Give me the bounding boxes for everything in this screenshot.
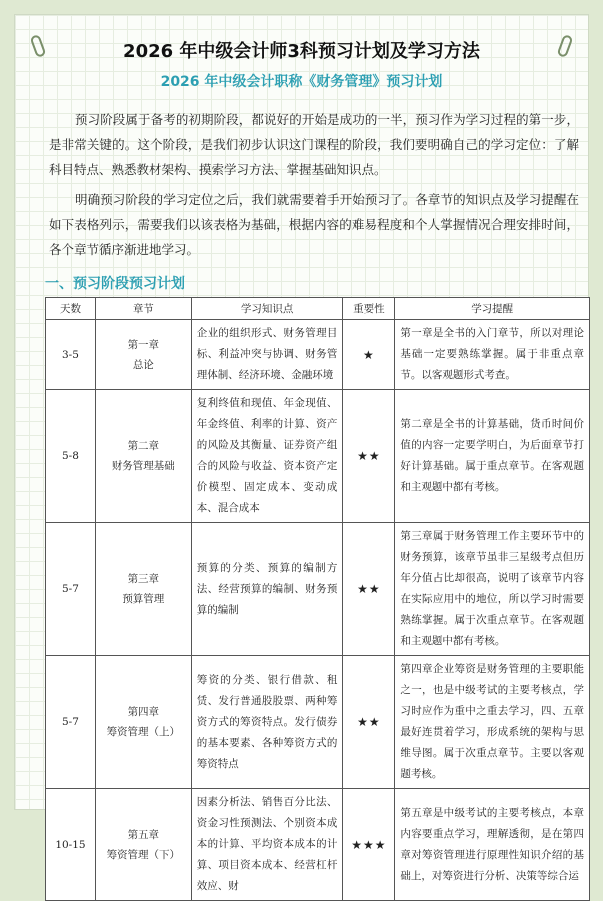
chapter-cell [95, 320, 191, 390]
header-importance: 重要性 [343, 298, 395, 320]
chapter-cell [95, 390, 191, 523]
table-row [46, 523, 590, 656]
intro-paragraph-2: 明确预习阶段的学习定位之后，我们就需要着手开始预习了。各章节的知识点及学习提醒在如下表格列示，需要我们以该表格为基础，根据内容的难易程度和个人掌握情况合理安排时间，各个章节循序渐进地学习。 [49, 192, 579, 257]
importance-cell: ★★★ [343, 789, 395, 901]
days-cell: 10-15 [46, 789, 96, 901]
table-header-row [46, 298, 590, 320]
importance-cell: ★★ [343, 656, 395, 789]
chapter-name: 预算管理 [122, 593, 165, 605]
table-row [46, 390, 590, 523]
points-cell: 复利终值和现值、年金现值、年金终值、利率的计算、资产的风险及其衡量、证券资产组合的风险与收益、资本资产定价模型、固定成本、变动成本、混合成本 [191, 390, 343, 523]
chapter-name: 财务管理基础 [111, 460, 175, 472]
tips-cell: 第三章属于财务管理工作主要环节中的财务预算，该章节虽非三星级考点但历年分值占比却很高，说明了该章节内容在实际应用中的地位，所以学习时需要熟练掌握。属于次重点章节。在客观题和主观题中都有考核。 [395, 523, 590, 656]
chapter-cell [95, 656, 191, 789]
header-days: 天数 [46, 298, 96, 320]
tips-cell: 第五章是中级考试的主要考核点，本章内容要重点学习，理解透彻，是在第四章对筹资管理进行原理性知识介绍的基础上，对筹资进行分析、决策等综合运 [395, 789, 590, 901]
tips-cell: 第二章是全书的计算基础，货币时间价值的内容一定要学明白，为后面章节打好计算基础。属于重点章节。在客观题和主观题中都有考核。 [395, 390, 590, 523]
tips-cell: 第四章企业筹资是财务管理的主要职能之一，也是中级考试的主要考核点，学习时应作为重中之重去学习，四、五章最好连贯着学习，形成系统的架构与思维导图。属于次重点章节。主要以客观题考核。 [395, 656, 590, 789]
chapter-number: 第五章 [127, 828, 160, 841]
points-cell: 筹资的分类、银行借款、租赁、发行普通股股票、两种筹资方式的筹资特点。发行债券的基本要素、各种筹资方式的筹资特点 [191, 656, 343, 789]
table-row [46, 320, 590, 390]
points-cell: 企业的组织形式、财务管理目标、利益冲突与协调、财务管理体制、经济环境、金融环境 [191, 320, 343, 390]
chapter-number: 第一章 [127, 338, 160, 351]
page-subtitle: 2026 年中级会计职称《财务管理》预习计划 [160, 74, 443, 90]
days-cell: 5-7 [46, 523, 96, 656]
header-chapter: 章节 [95, 298, 191, 320]
table-row [46, 656, 590, 789]
importance-cell: ★★ [343, 390, 395, 523]
days-cell: 3-5 [46, 320, 96, 390]
page-title: 2026 年中级会计师3科预习计划及学习方法 [123, 41, 480, 62]
chapter-cell [95, 789, 191, 901]
points-cell: 预算的分类、预算的编制方法、经营预算的编制、财务预算的编制 [191, 523, 343, 656]
tips-cell: 第一章是全书的入门章节，所以对理论基础一定要熟练掌握。属于非重点章节。以客观题形式考查。 [395, 320, 590, 390]
intro-paragraph-1: 预习阶段属于备考的初期阶段，都说好的开始是成功的一半，预习作为学习过程的第一步，是非常关键的。这个阶段，是我们初步认识这门课程的阶段，我们要明确自己的学习定位：了解科目特点、熟悉教材架构、摸索学习方法、掌握基础知识点。 [49, 112, 579, 177]
importance-cell: ★★ [343, 523, 395, 656]
importance-cell: ★ [343, 320, 395, 390]
chapter-name: 筹资管理（下） [106, 848, 181, 861]
chapter-number: 第二章 [127, 440, 160, 452]
table-row [46, 789, 590, 901]
section-heading: 一、预习阶段预习计划 [45, 276, 185, 292]
document-sheet [14, 14, 589, 892]
chapter-cell [95, 523, 191, 656]
chapter-number: 第三章 [127, 573, 160, 585]
header-tips: 学习提醒 [395, 298, 590, 320]
chapter-name: 筹资管理（上） [106, 726, 181, 738]
chapter-name: 总论 [132, 358, 154, 371]
plan-table [45, 297, 590, 901]
chapter-number: 第四章 [127, 706, 160, 718]
header-points: 学习知识点 [191, 298, 343, 320]
points-cell: 因素分析法、销售百分比法、资金习性预测法、个别资本成本的计算、平均资本成本的计算、项目资本成本、经营杠杆效应、财 [191, 789, 343, 901]
days-cell: 5-7 [46, 656, 96, 789]
days-cell: 5-8 [46, 390, 96, 523]
